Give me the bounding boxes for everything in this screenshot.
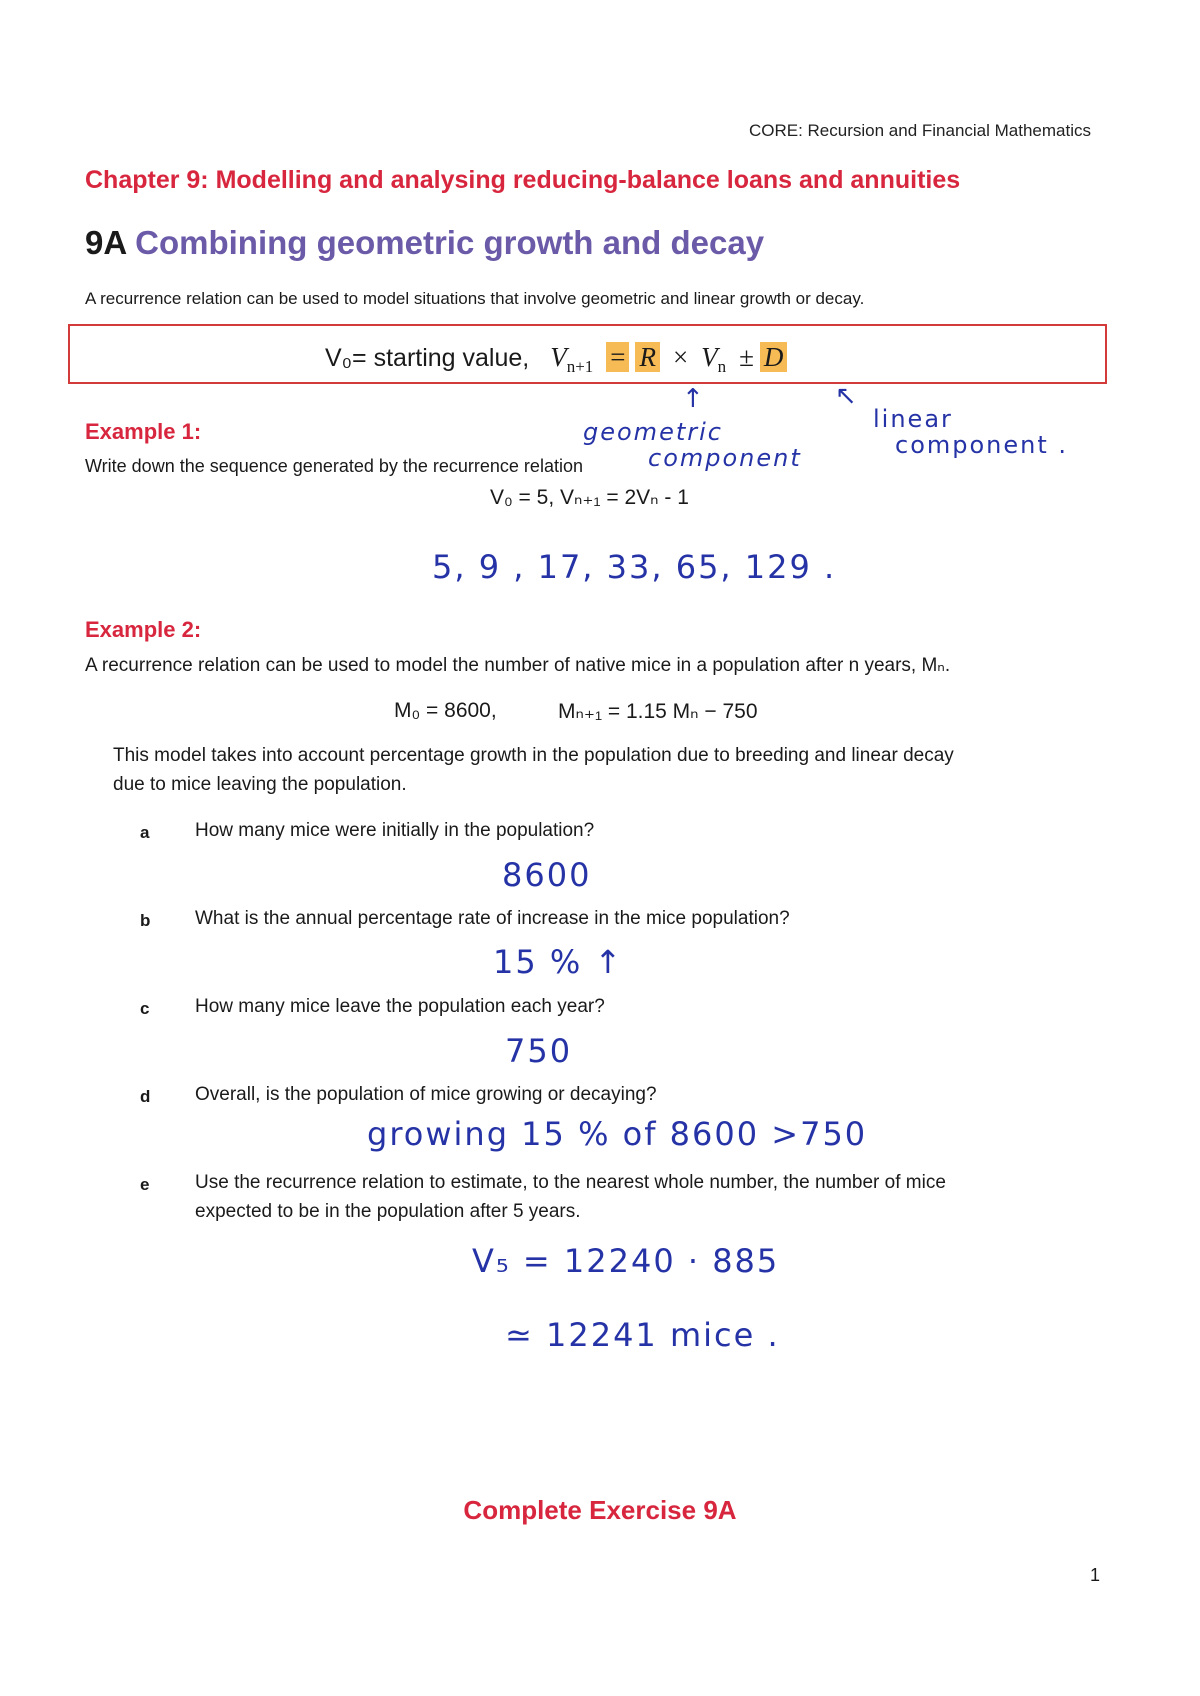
annotation-geometric: geometric <box>583 418 723 446</box>
complete-exercise-note: Complete Exercise 9A <box>463 1495 737 1525</box>
question-e-answer-1: V₅ = 12240 · 885 <box>472 1242 780 1280</box>
geometric-arrow: ↑ <box>682 384 706 414</box>
example2-description-1: This model takes into account percentage growth in the population due to breeding and linear decay <box>113 745 954 766</box>
example1-answer: 5, 9 , 17, 33, 65, 129 . <box>432 548 837 586</box>
formula-vn: V <box>701 342 718 372</box>
formula-d: D <box>760 342 788 372</box>
question-e-answer-2: ≃ 12241 mice . <box>505 1316 780 1354</box>
annotation-linear: linear <box>873 405 953 433</box>
question-b-text: What is the annual percentage rate of increase in the mice population? <box>195 908 790 929</box>
formula-r: R <box>635 342 660 372</box>
question-c-answer: 750 <box>505 1032 573 1070</box>
example1-relation: V₀ = 5, Vₙ₊₁ = 2Vₙ - 1 <box>490 486 689 509</box>
page-number: 1 <box>1089 1565 1100 1585</box>
example2-description-2: due to mice leaving the population. <box>113 774 407 795</box>
question-a-letter: a <box>140 823 150 842</box>
course-header: CORE: Recursion and Financial Mathematics <box>748 121 1091 140</box>
question-d-answer: growing 15 % of 8600 >750 <box>367 1115 868 1153</box>
question-d-letter: d <box>140 1087 151 1106</box>
recurrence-formula <box>325 342 787 377</box>
formula-plusminus: ± <box>739 342 754 372</box>
section-name: Combining geometric growth and decay <box>135 224 765 261</box>
formula-v-sub: n+1 <box>566 357 594 376</box>
question-b-answer: 15 % ↑ <box>493 943 624 981</box>
question-d-text: Overall, is the population of mice growing or decaying? <box>195 1084 657 1105</box>
question-e-text-1: Use the recurrence relation to estimate, to the nearest whole number, the number of mice <box>195 1172 946 1193</box>
question-c-letter: c <box>140 999 150 1018</box>
question-b-letter: b <box>140 911 151 930</box>
example1-heading: Example 1: <box>85 419 202 444</box>
section-number: 9A <box>85 224 126 261</box>
question-e-text-2: expected to be in the population after 5 years. <box>195 1201 581 1222</box>
question-e-letter: e <box>140 1175 150 1194</box>
question-a-text: How many mice were initially in the population? <box>195 820 595 841</box>
formula-times: × <box>672 342 689 372</box>
intro-text: A recurrence relation can be used to model situations that involve geometric and linear growth or decay. <box>85 289 865 308</box>
formula-vn-sub: n <box>717 357 727 376</box>
question-c-text: How many mice leave the population each year? <box>195 996 605 1017</box>
example1-text: Write down the sequence generated by the recurrence relation <box>85 456 583 476</box>
formula-equals: = <box>606 342 629 372</box>
chapter-title: Chapter 9: Modelling and analysing reducing-balance loans and annuities <box>85 166 961 194</box>
formula-v: V <box>550 342 567 372</box>
section-title <box>85 224 764 262</box>
linear-arrow: ↖ <box>835 381 859 411</box>
formula-start: V₀= starting value, <box>325 344 530 372</box>
example2-text: A recurrence relation can be used to model the number of native mice in a population after n years, Mₙ. <box>85 655 951 676</box>
annotation-geometric-component: component <box>648 444 802 472</box>
question-a-answer: 8600 <box>502 856 592 894</box>
example2-relation-m1: Mₙ₊₁ = 1.15 Mₙ − 750 <box>558 700 758 723</box>
example2-heading: Example 2: <box>85 617 202 642</box>
example2-relation-m0: M₀ = 8600, <box>394 699 497 722</box>
annotation-linear-component: component . <box>895 431 1069 459</box>
